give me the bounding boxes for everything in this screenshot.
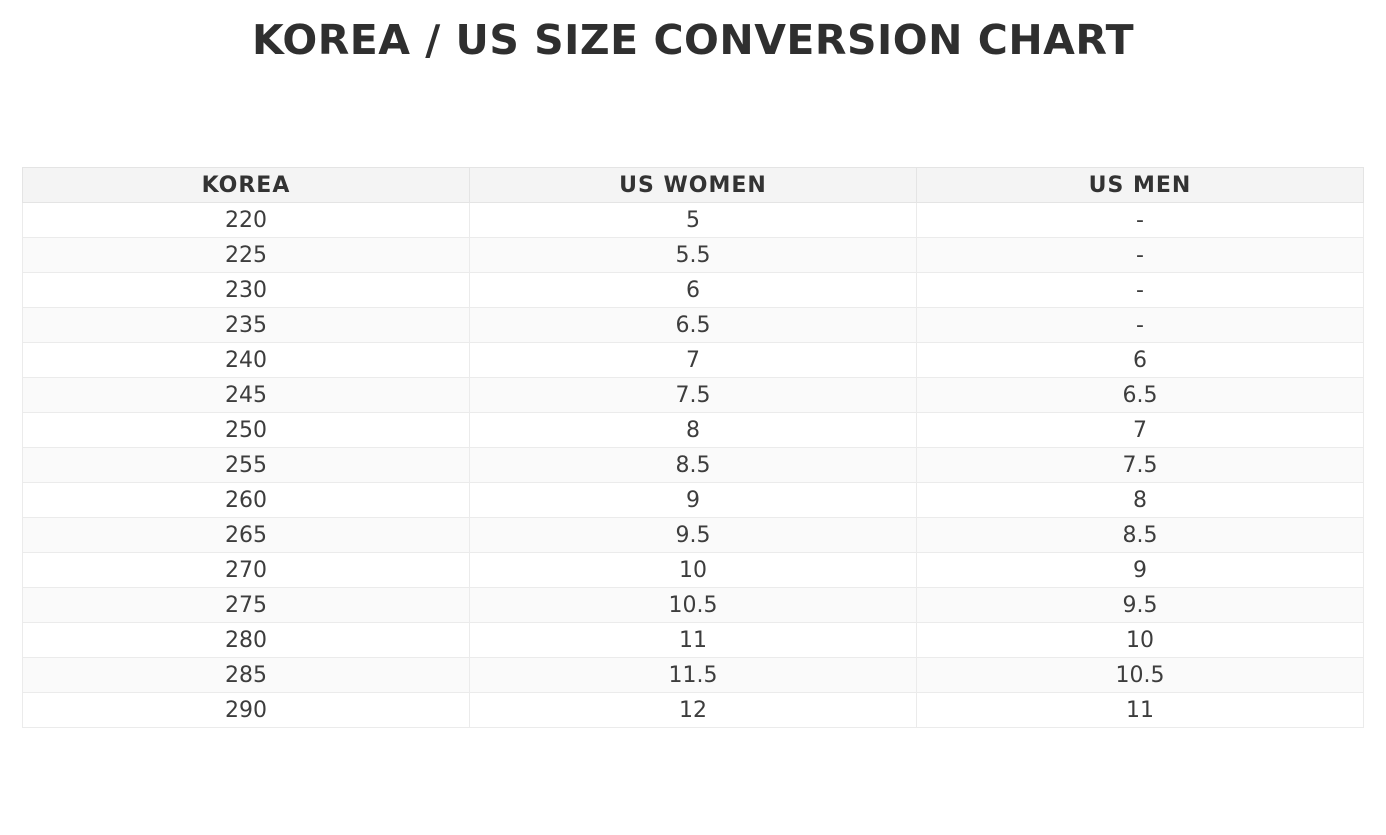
- column-header-korea: KOREA: [23, 168, 470, 203]
- column-header-us-women: US WOMEN: [470, 168, 917, 203]
- table-cell: -: [917, 308, 1364, 343]
- size-conversion-table: [22, 167, 1364, 728]
- table-cell: 8: [917, 483, 1364, 518]
- table-cell: 6: [917, 343, 1364, 378]
- table-cell: 285: [23, 658, 470, 693]
- table-cell: 225: [23, 238, 470, 273]
- table-header: [23, 168, 1364, 203]
- table-row: [23, 448, 1364, 483]
- table-cell: 12: [470, 693, 917, 728]
- table-cell: 260: [23, 483, 470, 518]
- table-cell: -: [917, 273, 1364, 308]
- table-row: [23, 343, 1364, 378]
- table-cell: 280: [23, 623, 470, 658]
- column-header-us-men: US MEN: [917, 168, 1364, 203]
- table-cell: 7: [917, 413, 1364, 448]
- table-cell: 9.5: [470, 518, 917, 553]
- table-cell: 230: [23, 273, 470, 308]
- table-cell: 9: [470, 483, 917, 518]
- table-cell: 11.5: [470, 658, 917, 693]
- table-row: [23, 518, 1364, 553]
- table-cell: 11: [470, 623, 917, 658]
- table-cell: 250: [23, 413, 470, 448]
- table-cell: 8.5: [917, 518, 1364, 553]
- table-cell: 245: [23, 378, 470, 413]
- table-row: [23, 588, 1364, 623]
- table-cell: 10: [917, 623, 1364, 658]
- table-cell: 235: [23, 308, 470, 343]
- table-cell: 6: [470, 273, 917, 308]
- table-cell: 7: [470, 343, 917, 378]
- table-cell: 11: [917, 693, 1364, 728]
- table-cell: 10: [470, 553, 917, 588]
- table-cell: 275: [23, 588, 470, 623]
- table-row: [23, 413, 1364, 448]
- table-cell: 255: [23, 448, 470, 483]
- table-cell: 7.5: [470, 378, 917, 413]
- table-row: [23, 378, 1364, 413]
- table-cell: 7.5: [917, 448, 1364, 483]
- conversion-table-body: [23, 203, 1364, 728]
- table-row: [23, 483, 1364, 518]
- table-cell: 10.5: [470, 588, 917, 623]
- table-cell: 9.5: [917, 588, 1364, 623]
- table-cell: 290: [23, 693, 470, 728]
- table-row: [23, 308, 1364, 343]
- table-cell: 10.5: [917, 658, 1364, 693]
- table-row: [23, 553, 1364, 588]
- page-title: KOREA / US SIZE CONVERSION CHART: [251, 16, 1135, 64]
- table-cell: -: [917, 203, 1364, 238]
- table-cell: 6.5: [917, 378, 1364, 413]
- table-cell: 270: [23, 553, 470, 588]
- table-cell: 8.5: [470, 448, 917, 483]
- table-row: [23, 273, 1364, 308]
- table-row: [23, 238, 1364, 273]
- table-cell: 8: [470, 413, 917, 448]
- table-row: [23, 203, 1364, 238]
- table-cell: 265: [23, 518, 470, 553]
- table-cell: 5.5: [470, 238, 917, 273]
- table-cell: 5: [470, 203, 917, 238]
- table-header-row: [23, 168, 1364, 203]
- table-cell: 9: [917, 553, 1364, 588]
- table-row: [23, 623, 1364, 658]
- table-cell: 240: [23, 343, 470, 378]
- table-row: [23, 658, 1364, 693]
- table-row: [23, 693, 1364, 728]
- table-cell: 6.5: [470, 308, 917, 343]
- table-cell: 220: [23, 203, 470, 238]
- table-cell: -: [917, 238, 1364, 273]
